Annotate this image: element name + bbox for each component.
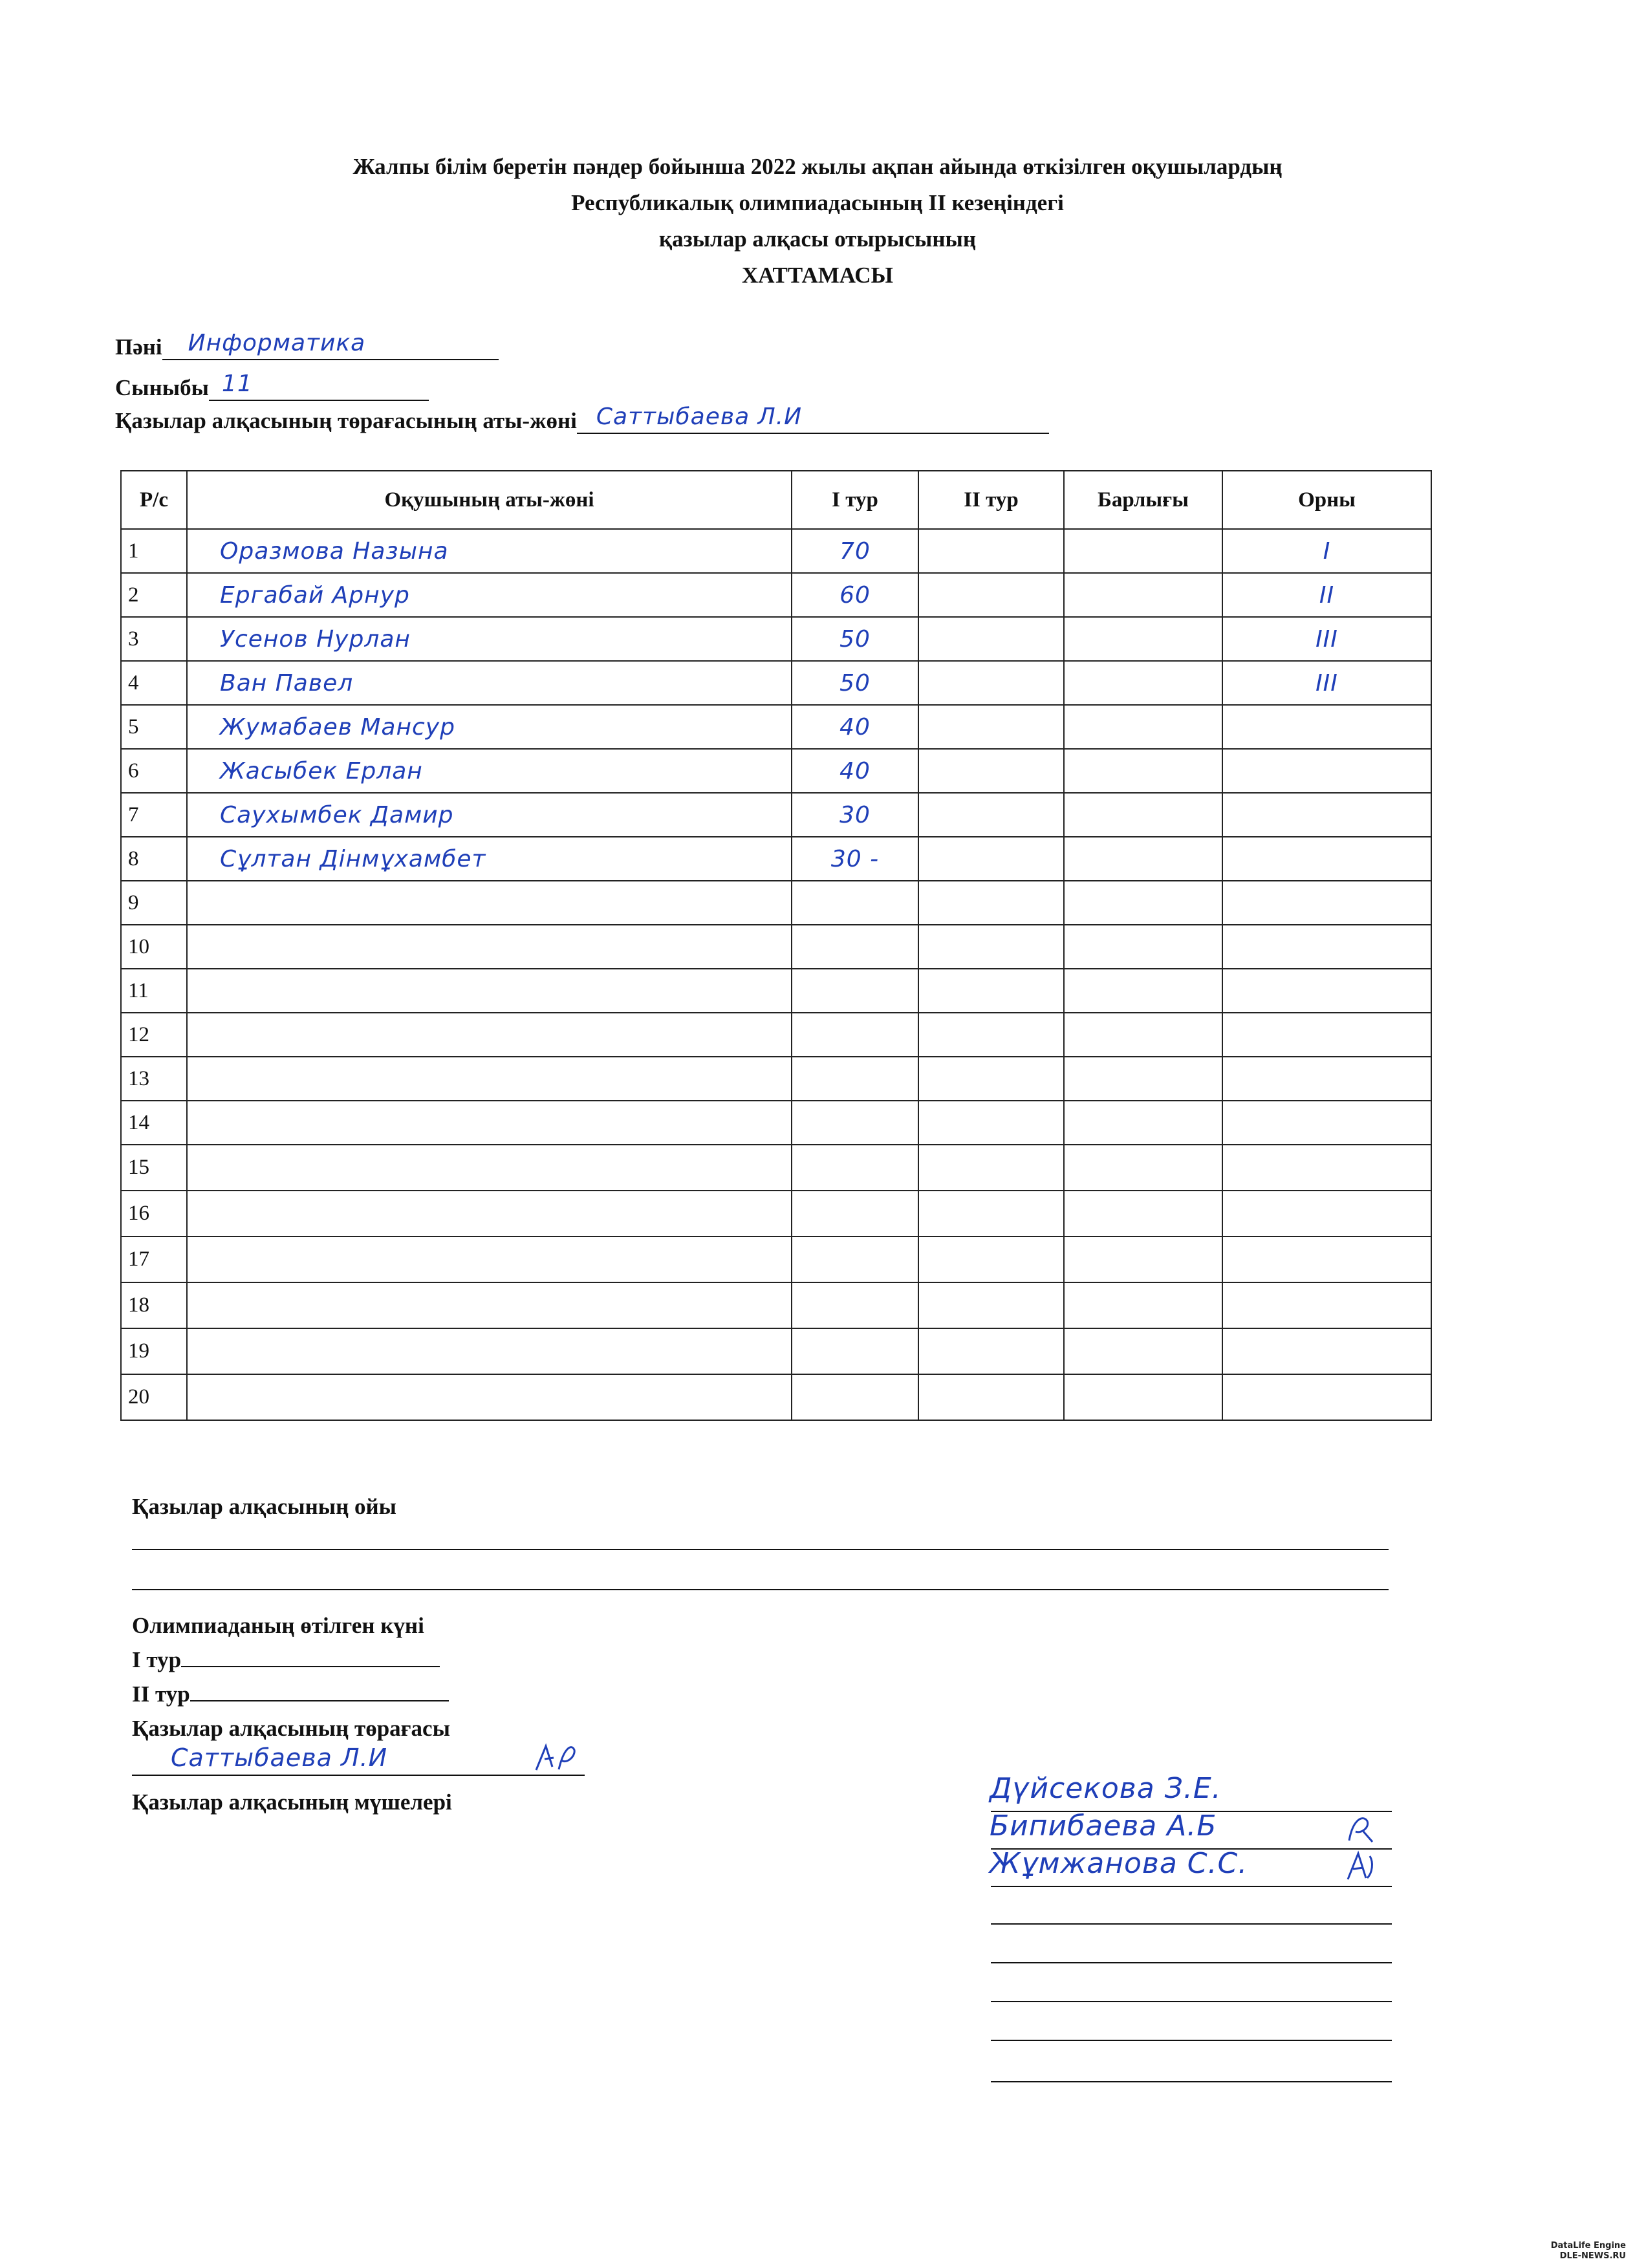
row-number: 19 — [121, 1328, 187, 1374]
row-number: 1 — [121, 529, 187, 573]
header-line-2: Республикалық олимпиадасының II кезеңіндегі — [571, 190, 1064, 215]
student-name-value: Усенов Нурлан — [220, 625, 411, 653]
tour2-score-cell[interactable] — [918, 1328, 1064, 1374]
tour1-score-cell[interactable] — [792, 1145, 918, 1191]
footer-line-2: DLE-NEWS.RU — [1559, 2251, 1626, 2261]
tour2-date-input[interactable] — [190, 1678, 449, 1701]
total-score-cell[interactable] — [1064, 881, 1222, 925]
total-score-cell[interactable] — [1064, 1328, 1222, 1374]
tour2-score-cell[interactable] — [918, 661, 1064, 705]
tour1-score-cell[interactable] — [792, 969, 918, 1013]
tour2-score-cell[interactable] — [918, 925, 1064, 969]
tour2-score-cell[interactable] — [918, 1191, 1064, 1237]
footer-watermark — [1551, 2241, 1626, 2262]
tour1-score-value: 70 — [839, 537, 871, 565]
tour1-score-value: 30 — [839, 801, 871, 828]
subject-label: Пәні — [115, 334, 162, 360]
chair-name-label: Қазылар алқасының төрағасының аты-жөні — [115, 408, 577, 433]
chair-signature-scrawl-icon — [533, 1741, 578, 1773]
total-score-cell[interactable] — [1064, 661, 1222, 705]
place-cell[interactable] — [1222, 1191, 1431, 1237]
table-row — [121, 1057, 1431, 1101]
table-row — [121, 793, 1431, 837]
col-header-tour1: I тур — [792, 471, 918, 529]
total-score-cell[interactable] — [1064, 1057, 1222, 1101]
grade-field — [115, 371, 429, 401]
tour1-score-cell[interactable] — [792, 749, 918, 793]
total-score-cell[interactable] — [1064, 1145, 1222, 1191]
tour1-score-value: 30 - — [830, 845, 880, 872]
student-name-value — [194, 890, 220, 916]
student-name-cell[interactable] — [187, 1145, 792, 1191]
place-cell[interactable] — [1222, 1282, 1431, 1328]
tour2-score-cell[interactable] — [918, 573, 1064, 617]
student-name-cell[interactable] — [187, 705, 792, 749]
row-number: 3 — [121, 617, 187, 661]
student-name-cell[interactable] — [187, 1282, 792, 1328]
tour2-score-cell[interactable] — [918, 1101, 1064, 1145]
total-score-cell[interactable] — [1064, 1374, 1222, 1420]
place-value: II — [1319, 581, 1335, 609]
row-number: 6 — [121, 749, 187, 793]
row-number: 13 — [121, 1057, 187, 1101]
student-name-cell[interactable] — [187, 573, 792, 617]
grade-input[interactable] — [209, 371, 429, 401]
place-cell[interactable] — [1222, 1013, 1431, 1057]
total-score-cell[interactable] — [1064, 1101, 1222, 1145]
table-row — [121, 1013, 1431, 1057]
subject-field — [115, 330, 499, 360]
tour1-score-cell[interactable] — [792, 661, 918, 705]
place-cell[interactable] — [1222, 793, 1431, 837]
place-cell[interactable] — [1222, 573, 1431, 617]
place-cell[interactable] — [1222, 881, 1431, 925]
tour1-score-cell[interactable] — [792, 617, 918, 661]
row-number: 4 — [121, 661, 187, 705]
row-number: 18 — [121, 1282, 187, 1328]
tour1-score-cell[interactable] — [792, 573, 918, 617]
header-line-4: ХАТТАМАСЫ — [742, 263, 893, 288]
row-number: 14 — [121, 1101, 187, 1145]
tour2-score-cell[interactable] — [918, 529, 1064, 573]
opinion-line-1[interactable] — [132, 1549, 1389, 1550]
tour1-score-cell[interactable] — [792, 1101, 918, 1145]
total-score-cell[interactable] — [1064, 1282, 1222, 1328]
member-signature-mark-icon — [1344, 1850, 1376, 1882]
total-score-cell[interactable] — [1064, 705, 1222, 749]
total-score-cell[interactable] — [1064, 1013, 1222, 1057]
place-cell[interactable] — [1222, 1057, 1431, 1101]
student-name-value — [194, 1338, 220, 1365]
row-number: 16 — [121, 1191, 187, 1237]
chair-name-value: Саттыбаева Л.И — [596, 404, 803, 430]
student-name-cell[interactable] — [187, 617, 792, 661]
place-cell[interactable] — [1222, 705, 1431, 749]
tour1-score-cell[interactable] — [792, 1191, 918, 1237]
tour2-score-cell[interactable] — [918, 969, 1064, 1013]
tour2-score-cell[interactable] — [918, 881, 1064, 925]
row-number: 2 — [121, 573, 187, 617]
member-line-3[interactable] — [991, 1886, 1392, 1887]
student-name-value — [194, 1246, 220, 1273]
row-number: 12 — [121, 1013, 187, 1057]
row-number: 15 — [121, 1145, 187, 1191]
student-name-value: Оразмова Назына — [220, 537, 449, 565]
total-score-cell[interactable] — [1064, 617, 1222, 661]
member-name-2: Бипибаева А.Б — [990, 1809, 1217, 1842]
tour1-score-value: 60 — [839, 581, 871, 609]
student-name-cell[interactable] — [187, 837, 792, 881]
tour2-score-cell[interactable] — [918, 793, 1064, 837]
table-row — [121, 969, 1431, 1013]
grade-label: Сыныбы — [115, 375, 209, 400]
place-cell[interactable] — [1222, 1145, 1431, 1191]
place-cell[interactable] — [1222, 1237, 1431, 1282]
student-name-value — [194, 1066, 220, 1092]
tour1-score-cell[interactable] — [792, 793, 918, 837]
student-name-value: Жасыбек Ерлан — [220, 757, 423, 784]
total-score-cell[interactable] — [1064, 793, 1222, 837]
place-value: III — [1316, 625, 1338, 653]
student-name-value — [194, 1200, 220, 1227]
member-line-6[interactable] — [991, 2001, 1392, 2002]
table-row — [121, 1101, 1431, 1145]
place-cell[interactable] — [1222, 969, 1431, 1013]
tour1-score-cell[interactable] — [792, 1374, 918, 1420]
tour1-score-cell[interactable] — [792, 1282, 918, 1328]
document-header — [0, 149, 1635, 294]
row-number: 5 — [121, 705, 187, 749]
row-number: 11 — [121, 969, 187, 1013]
tour2-score-cell[interactable] — [918, 1237, 1064, 1282]
table-row — [121, 1145, 1431, 1191]
student-name-value — [194, 978, 220, 1004]
table-row — [121, 837, 1431, 881]
col-header-tour2: II тур — [918, 471, 1064, 529]
header-line-1: Жалпы білім беретін пәндер бойынша 2022 жылы ақпан айында өткізілген оқушылардың — [352, 154, 1283, 179]
row-number: 7 — [121, 793, 187, 837]
chair-name-input[interactable] — [577, 404, 1049, 434]
row-number: 20 — [121, 1374, 187, 1420]
student-name-cell[interactable] — [187, 793, 792, 837]
tour1-score-value: 50 — [839, 669, 871, 697]
tour1-score-cell[interactable] — [792, 1237, 918, 1282]
tour2-date-label: II тур — [132, 1681, 190, 1707]
dates-label: Олимпиаданың өтілген күні — [132, 1613, 424, 1638]
place-cell[interactable] — [1222, 617, 1431, 661]
student-name-value: Ван Павел — [220, 669, 354, 697]
tour2-score-cell[interactable] — [918, 617, 1064, 661]
table-row — [121, 749, 1431, 793]
place-cell[interactable] — [1222, 529, 1431, 573]
opinion-line-2[interactable] — [132, 1589, 1389, 1590]
tour2-score-cell[interactable] — [918, 1057, 1064, 1101]
table-row — [121, 661, 1431, 705]
table-row — [121, 1237, 1431, 1282]
tour1-score-cell[interactable] — [792, 529, 918, 573]
tour1-score-value: 40 — [839, 757, 871, 784]
row-number: 9 — [121, 881, 187, 925]
student-name-cell[interactable] — [187, 969, 792, 1013]
table-row — [121, 925, 1431, 969]
tour2-score-cell[interactable] — [918, 1145, 1064, 1191]
student-name-cell[interactable] — [187, 661, 792, 705]
tour2-score-cell[interactable] — [918, 1374, 1064, 1420]
col-header-total: Барлығы — [1064, 471, 1222, 529]
row-number: 17 — [121, 1237, 187, 1282]
member-line-4[interactable] — [991, 1923, 1392, 1925]
tour2-date-row — [132, 1677, 450, 1711]
results-table — [120, 470, 1432, 1421]
student-name-value — [194, 1110, 220, 1136]
tour1-score-cell[interactable] — [792, 837, 918, 881]
row-number: 8 — [121, 837, 187, 881]
table-row — [121, 1374, 1431, 1420]
student-name-cell[interactable] — [187, 1328, 792, 1374]
place-cell[interactable] — [1222, 1101, 1431, 1145]
col-header-name: Оқушының аты-жөні — [187, 471, 792, 529]
chair-signature-name: Саттыбаева Л.И — [171, 1744, 388, 1772]
student-name-value: Ергабай Арнур — [220, 581, 410, 609]
table-row — [121, 1328, 1431, 1374]
tour1-date-label: I тур — [132, 1647, 182, 1672]
total-score-cell[interactable] — [1064, 749, 1222, 793]
total-score-cell[interactable] — [1064, 969, 1222, 1013]
tour1-score-value: 50 — [839, 625, 871, 653]
student-name-cell[interactable] — [187, 925, 792, 969]
table-row — [121, 617, 1431, 661]
member-line-5[interactable] — [991, 1962, 1392, 1963]
footer-line-1: DataLife Engine — [1550, 2241, 1626, 2251]
student-name-value: Сұлтан Дінмұхамбет — [220, 845, 486, 872]
total-score-cell[interactable] — [1064, 1191, 1222, 1237]
student-name-cell[interactable] — [187, 749, 792, 793]
student-name-cell[interactable] — [187, 529, 792, 573]
table-row — [121, 705, 1431, 749]
total-score-cell[interactable] — [1064, 837, 1222, 881]
student-name-value — [194, 1154, 220, 1181]
table-row — [121, 1191, 1431, 1237]
col-header-place: Орны — [1222, 471, 1431, 529]
place-cell[interactable] — [1222, 1328, 1431, 1374]
member-name-1: Дүйсекова З.Е. — [990, 1772, 1222, 1805]
total-score-cell[interactable] — [1064, 529, 1222, 573]
header-line-3: қазылар алқасы отырысының — [659, 226, 976, 252]
tour1-score-value: 40 — [839, 713, 871, 740]
subject-value: Информатика — [188, 330, 366, 356]
table-row — [121, 529, 1431, 573]
place-cell[interactable] — [1222, 1374, 1431, 1420]
place-value: III — [1316, 669, 1338, 697]
place-cell[interactable] — [1222, 925, 1431, 969]
tour1-score-cell[interactable] — [792, 1057, 918, 1101]
student-name-value — [194, 934, 220, 960]
total-score-cell[interactable] — [1064, 573, 1222, 617]
member-line-8[interactable] — [991, 2081, 1392, 2082]
table-row — [121, 1282, 1431, 1328]
student-name-value — [194, 1292, 220, 1319]
member-name-3: Жұмжанова С.С. — [990, 1847, 1248, 1880]
tour2-score-cell[interactable] — [918, 705, 1064, 749]
place-value: I — [1323, 537, 1331, 565]
place-cell[interactable] — [1222, 749, 1431, 793]
chair-name-field — [115, 404, 1049, 434]
total-score-cell[interactable] — [1064, 925, 1222, 969]
tour2-score-cell[interactable] — [918, 1013, 1064, 1057]
tour1-score-cell[interactable] — [792, 705, 918, 749]
members-label: Қазылар алқасының мүшелері — [132, 1789, 452, 1815]
member-signature-mark-icon — [1344, 1812, 1376, 1844]
place-cell[interactable] — [1222, 661, 1431, 705]
student-name-cell[interactable] — [187, 1057, 792, 1101]
total-score-cell[interactable] — [1064, 1237, 1222, 1282]
chair-label: Қазылар алқасының төрағасы — [132, 1716, 450, 1741]
student-name-cell[interactable] — [187, 881, 792, 925]
student-name-cell[interactable] — [187, 1101, 792, 1145]
tour1-score-cell[interactable] — [792, 1328, 918, 1374]
tour1-date-input[interactable] — [181, 1644, 440, 1667]
student-name-value — [194, 1022, 220, 1048]
grade-value: 11 — [221, 371, 253, 397]
place-cell[interactable] — [1222, 837, 1431, 881]
student-name-cell[interactable] — [187, 1374, 792, 1420]
student-name-value: Саухымбек Дамир — [220, 801, 454, 828]
tour1-score-cell[interactable] — [792, 925, 918, 969]
dates-block — [132, 1608, 450, 1745]
row-number: 10 — [121, 925, 187, 969]
student-name-value: Жумабаев Мансур — [220, 713, 455, 740]
tour1-date-row — [132, 1643, 450, 1677]
tour1-score-cell[interactable] — [792, 881, 918, 925]
member-line-7[interactable] — [991, 2040, 1392, 2041]
student-name-cell[interactable] — [187, 1013, 792, 1057]
tour2-score-cell[interactable] — [918, 1282, 1064, 1328]
tour2-score-cell[interactable] — [918, 749, 1064, 793]
table-header-row — [121, 471, 1431, 529]
col-header-number: Р/с — [121, 471, 187, 529]
tour2-score-cell[interactable] — [918, 837, 1064, 881]
table-row — [121, 881, 1431, 925]
chair-signature-line[interactable] — [132, 1742, 585, 1776]
subject-input[interactable] — [162, 330, 499, 360]
student-name-cell[interactable] — [187, 1191, 792, 1237]
student-name-value — [194, 1384, 220, 1410]
table-row — [121, 573, 1431, 617]
opinion-label: Қазылар алқасының ойы — [132, 1494, 396, 1519]
student-name-cell[interactable] — [187, 1237, 792, 1282]
tour1-score-cell[interactable] — [792, 1013, 918, 1057]
